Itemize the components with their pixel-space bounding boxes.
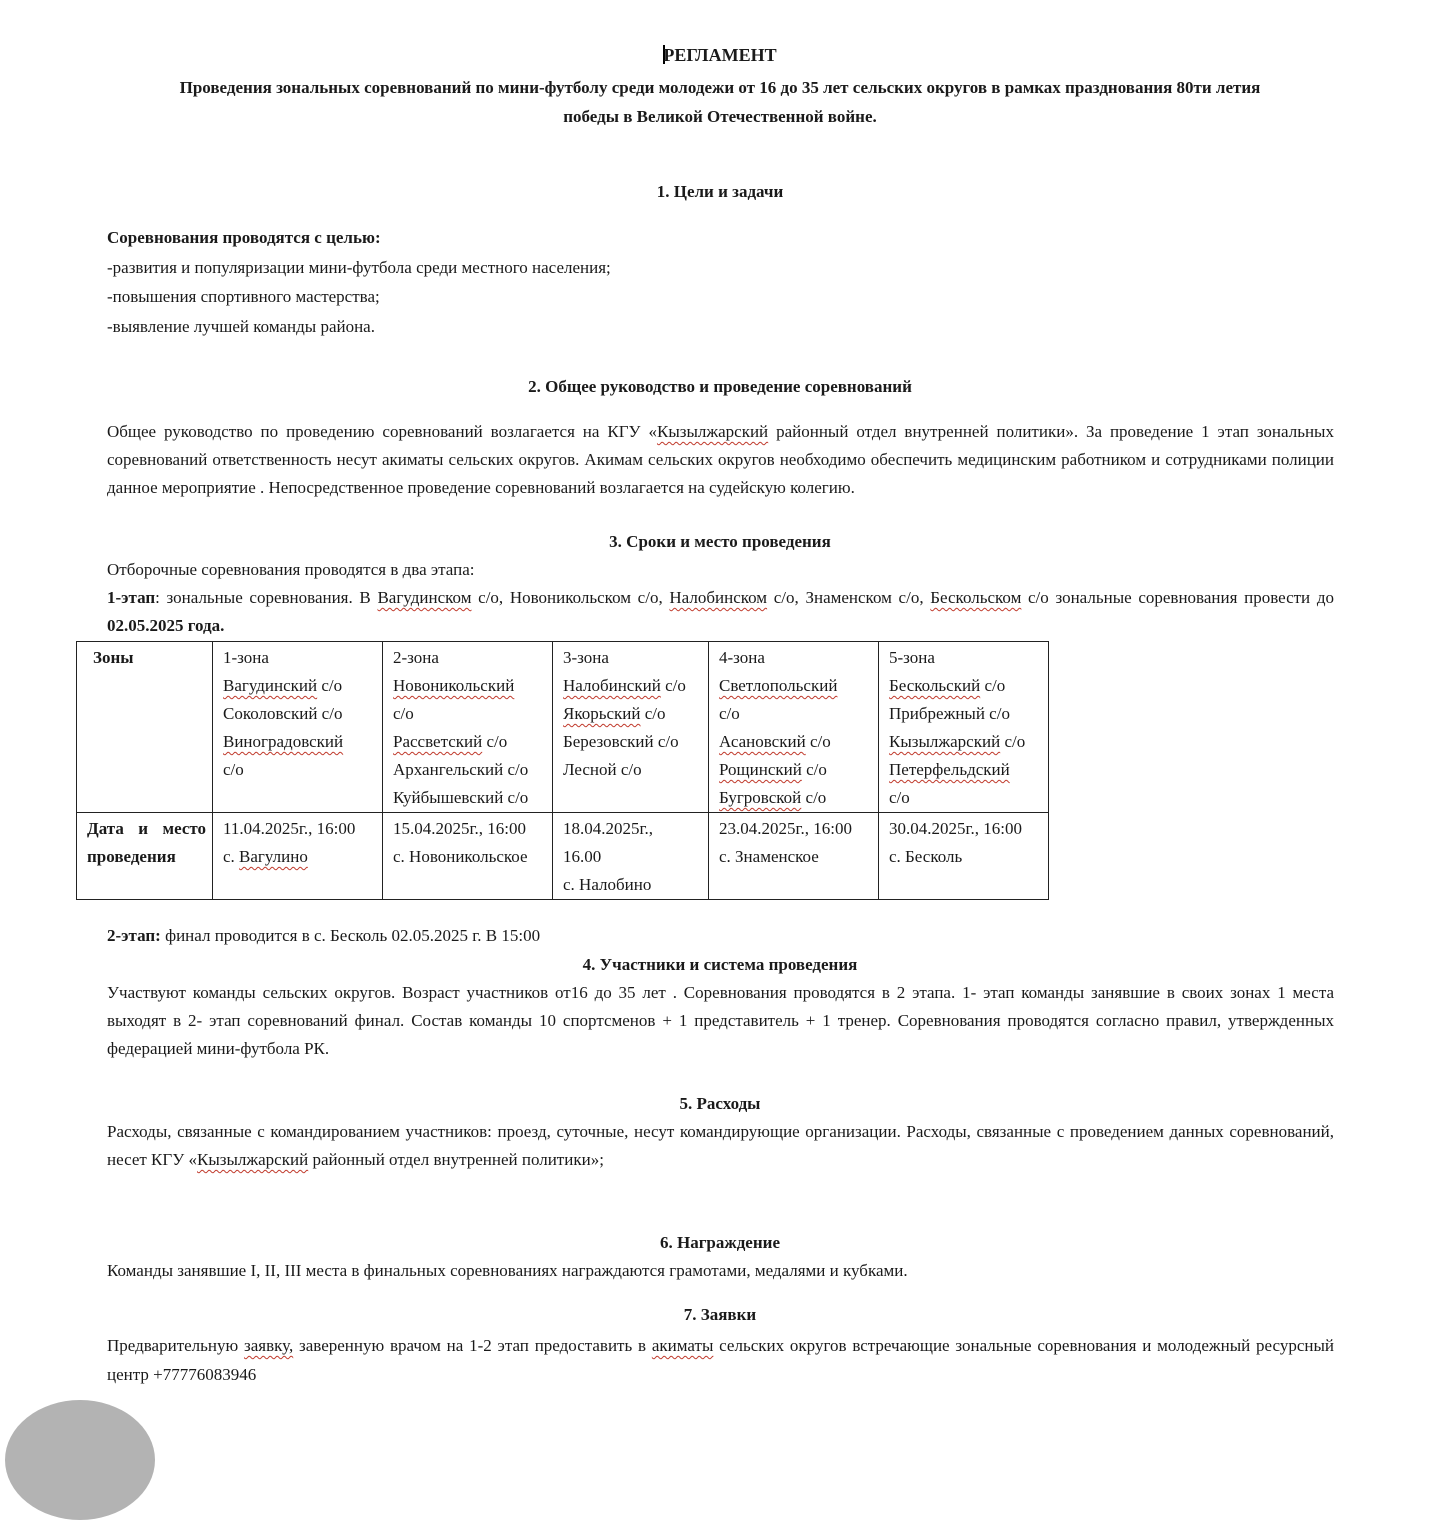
stage1-paragraph: 1-этап: зональные соревнования. В Вагудинском с/о, Новоникольском с/о, Налобинском с/о, Знаменском с/о, Бескольском с/о зональные соревнования провести до 02.05.2025 года. — [107, 588, 1334, 635]
goal-item: -развития и популяризации мини-футбола среди местного населения; — [107, 257, 611, 277]
section-1-heading: 1. Цели и задачи — [656, 182, 784, 201]
section-4-body: Участвуют команды сельских округов. Возраст участников от16 до 35 лет . Соревнования проводятся в 2 этапа. 1- этап команды занявшие в своих зонах 1 места выходят в 2- этап соревнований финал. Состав команды 10 спортсменов + 1 представитель + 1 тренер. Соревнования проводятся согласно правил, утвержденных федерацией мини-футбола РК. — [107, 983, 1334, 1058]
section-3-intro: Отборочные соревнования проводятся в два этапа: — [107, 560, 475, 579]
section-6-heading: 6. Награждение — [659, 1233, 780, 1252]
zone-cell: 3-зона Налобинский с/о Якорьский с/о Березовский с/о Лесной с/о — [553, 642, 709, 813]
section-7-heading: 7. Заявки — [683, 1305, 757, 1324]
zone-cell: 5-зона Бескольский с/о Прибрежный с/о Кызылжарский с/о Петерфельдский с/о — [879, 642, 1049, 813]
section-5-heading: 5. Расходы — [679, 1094, 761, 1113]
date-cell: 23.04.2025г., 16:00 с. Знаменское — [709, 813, 879, 900]
date-cell: 18.04.2025г., 16.00 с. Налобино — [553, 813, 709, 900]
section-6-body: Команды занявшие I, II, III места в финальных соревнованиях награждаются грамотами, медалями и кубками. — [107, 1261, 908, 1280]
section-1-body — [107, 223, 1334, 341]
zone-cell: 2-зона Новоникольский с/о Рассветский с/о Архангельский с/о Куйбышевский с/о — [383, 642, 553, 813]
goal-item: -повышения спортивного мастерства; — [107, 287, 380, 306]
table-row — [77, 813, 1049, 900]
zones-header-cell: Зоны — [77, 642, 213, 813]
date-header-cell: Дата и место проведения — [77, 813, 213, 900]
zone-cell: 1-зона Вагудинский с/о Соколовский с/о Виноградовский с/о — [213, 642, 383, 813]
goals-lead: Соревнования проводятся с целью: — [107, 228, 381, 247]
table-row — [77, 642, 1049, 813]
date-cell: 30.04.2025г., 16:00 с. Бесколь — [879, 813, 1049, 900]
section-2-body: Общее руководство по проведению соревнований возлагается на КГУ «Кызылжарский районный отдел внутренней политики». За проведение 1 этап зональных соревнований ответственность несут акиматы сельских округов. Акимам сельских округов необходимо обеспечить медицинским работником и сотрудниками полиции данное мероприятие . Непосредственное проведение соревнований возлагается на судейскую колегию. — [107, 422, 1334, 497]
zones-table — [76, 641, 1049, 900]
section-5-body: Расходы, связанные с командированием участников: проезд, суточные, несут командирующие организации. Расходы, связанные с проведением данных соревнований, несет КГУ «Кызылжарский районный отдел внутренней политики»; — [107, 1122, 1334, 1169]
zone-cell: 4-зона Светлопольский с/о Асановский с/о Рощинский с/о Бугровской с/о — [709, 642, 879, 813]
doc-subtitle: Проведения зональных соревнований по мини-футболу среди молодежи от 16 до 35 лет сельских округов в рамках празднования 80ти летия победы в Великой Отечественной войне. — [179, 78, 1261, 126]
section-3-heading: 3. Сроки и место проведения — [609, 532, 831, 551]
date-cell: 11.04.2025г., 16:00 с. Вагулино — [213, 813, 383, 900]
doc-title: РЕГЛАМЕНТ — [663, 45, 777, 65]
goal-item: -выявление лучшей команды района. — [107, 316, 375, 336]
date-cell: 15.04.2025г., 16:00 с. Новоникольское — [383, 813, 553, 900]
stage2-paragraph: 2-этап: финал проводится в с. Бесколь 02.05.2025 г. В 15:00 — [107, 926, 541, 945]
section-2-heading: 2. Общее руководство и проведение соревнований — [528, 377, 912, 396]
section-7-body: Предварительную заявку, заверенную врачом на 1-2 этап предоставить в акиматы сельских округов встречающие зональные соревнования и молодежный ресурсный центр +77776083946 — [107, 1336, 1335, 1384]
floating-action-circle[interactable] — [5, 1400, 155, 1520]
section-4-heading: 4. Участники и система проведения — [582, 955, 858, 974]
